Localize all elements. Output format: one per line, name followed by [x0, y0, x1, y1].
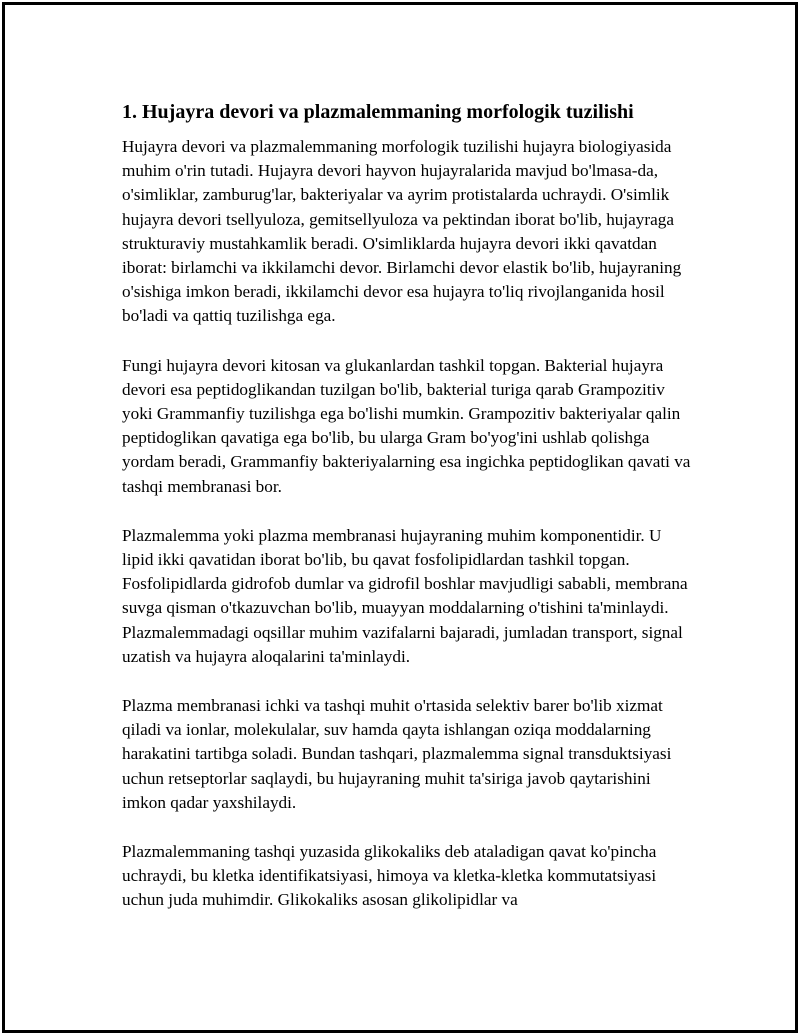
paragraph-cell-wall-intro: Hujayra devori va plazmalemmaning morfologik tuzilishi hujayra biologiyasida muhim o'rin tutadi. Hujayra devori hayvon hujayralarida mavjud bo'lmasa-da, o'simliklar, zamburug'lar, bakteriyalar va ayrim protistalarda uchraydi. O'simlik hujayra devori tsellyuloza, gemitsellyuloza va pektindan iborat bo'lib, hujayraga strukturaviy mustahkamlik beradi. O'simliklarda hujayra devori ikki qavatdan iborat: birlamchi va ikkilamchi devor. Birlamchi devor elastik bo'lib, hujayraning o'sishiga imkon beradi, ikkilamchi devor esa hujayra to'liq rivojlanganida hosil bo'ladi va qattiq tuzilishga ega.	[122, 137, 682, 326]
paragraph-plasmalemma-structure: Plazmalemma yoki plazma membranasi hujayraning muhim komponentidir. U lipid ikki qavatidan iborat bo'lib, bu qavat fosfolipidlardan tashkil topgan. Fosfolipidlarda gidrofob dumlar va gidrofil boshlar mavjudligi sababli, membrana suvga qisman o'tkazuvchan bo'lib, muayyan moddalarning o'tishini ta'minlaydi. Plazmalemmadagi oqsillar muhim vazifalarni bajaradi, jumladan transport, signal uzatish va hujayra aloqalarini ta'minlaydi.	[122, 525, 688, 666]
paragraph-glycocalyx: Plazmalemmaning tashqi yuzasida glikokaliks deb ataladigan qavat ko'pincha uchraydi, bu kletka identifikatsiyasi, himoya va kletka-kletka kommutatsiyasi uchun juda muhimdir. Glikokaliks asosan glikolipidlar va	[122, 842, 657, 910]
section-heading: 1. Hujayra devori va plazmalemmaning morfologik tuzilishi	[122, 101, 634, 123]
document-body	[122, 99, 692, 938]
paragraph-fungal-bacterial-walls: Fungi hujayra devori kitosan va glukanlardan tashkil topgan. Bakterial hujayra devori esa peptidoglikandan tuzilgan bo'lib, bakterial turiga qarab Grampozitiv yoki Grammanfiy tuzilishga ega bo'lishi mumkin. Grampozitiv bakteriyalar qalin peptidoglikan qavatiga ega bo'lib, bu ularga Gram bo'yog'ini ushlab qolishga yordam beradi, Grammanfiy bakteriyalarning esa ingichka peptidoglikan qavati va tashqi membranasi bor.	[122, 355, 691, 496]
paragraph-membrane-barrier: Plazma membranasi ichki va tashqi muhit o'rtasida selektiv barer bo'lib xizmat qiladi va ionlar, molekulalar, suv hamda qayta ishlangan oziqa moddalarning harakatini tartibga soladi. Bundan tashqari, plazmalemma signal transduktsiyasi uchun retseptorlar saqlaydi, bu hujayraning muhit ta'siriga javob qaytarishini imkon qadar yaxshilaydi.	[122, 696, 672, 812]
document-page	[2, 2, 798, 1033]
